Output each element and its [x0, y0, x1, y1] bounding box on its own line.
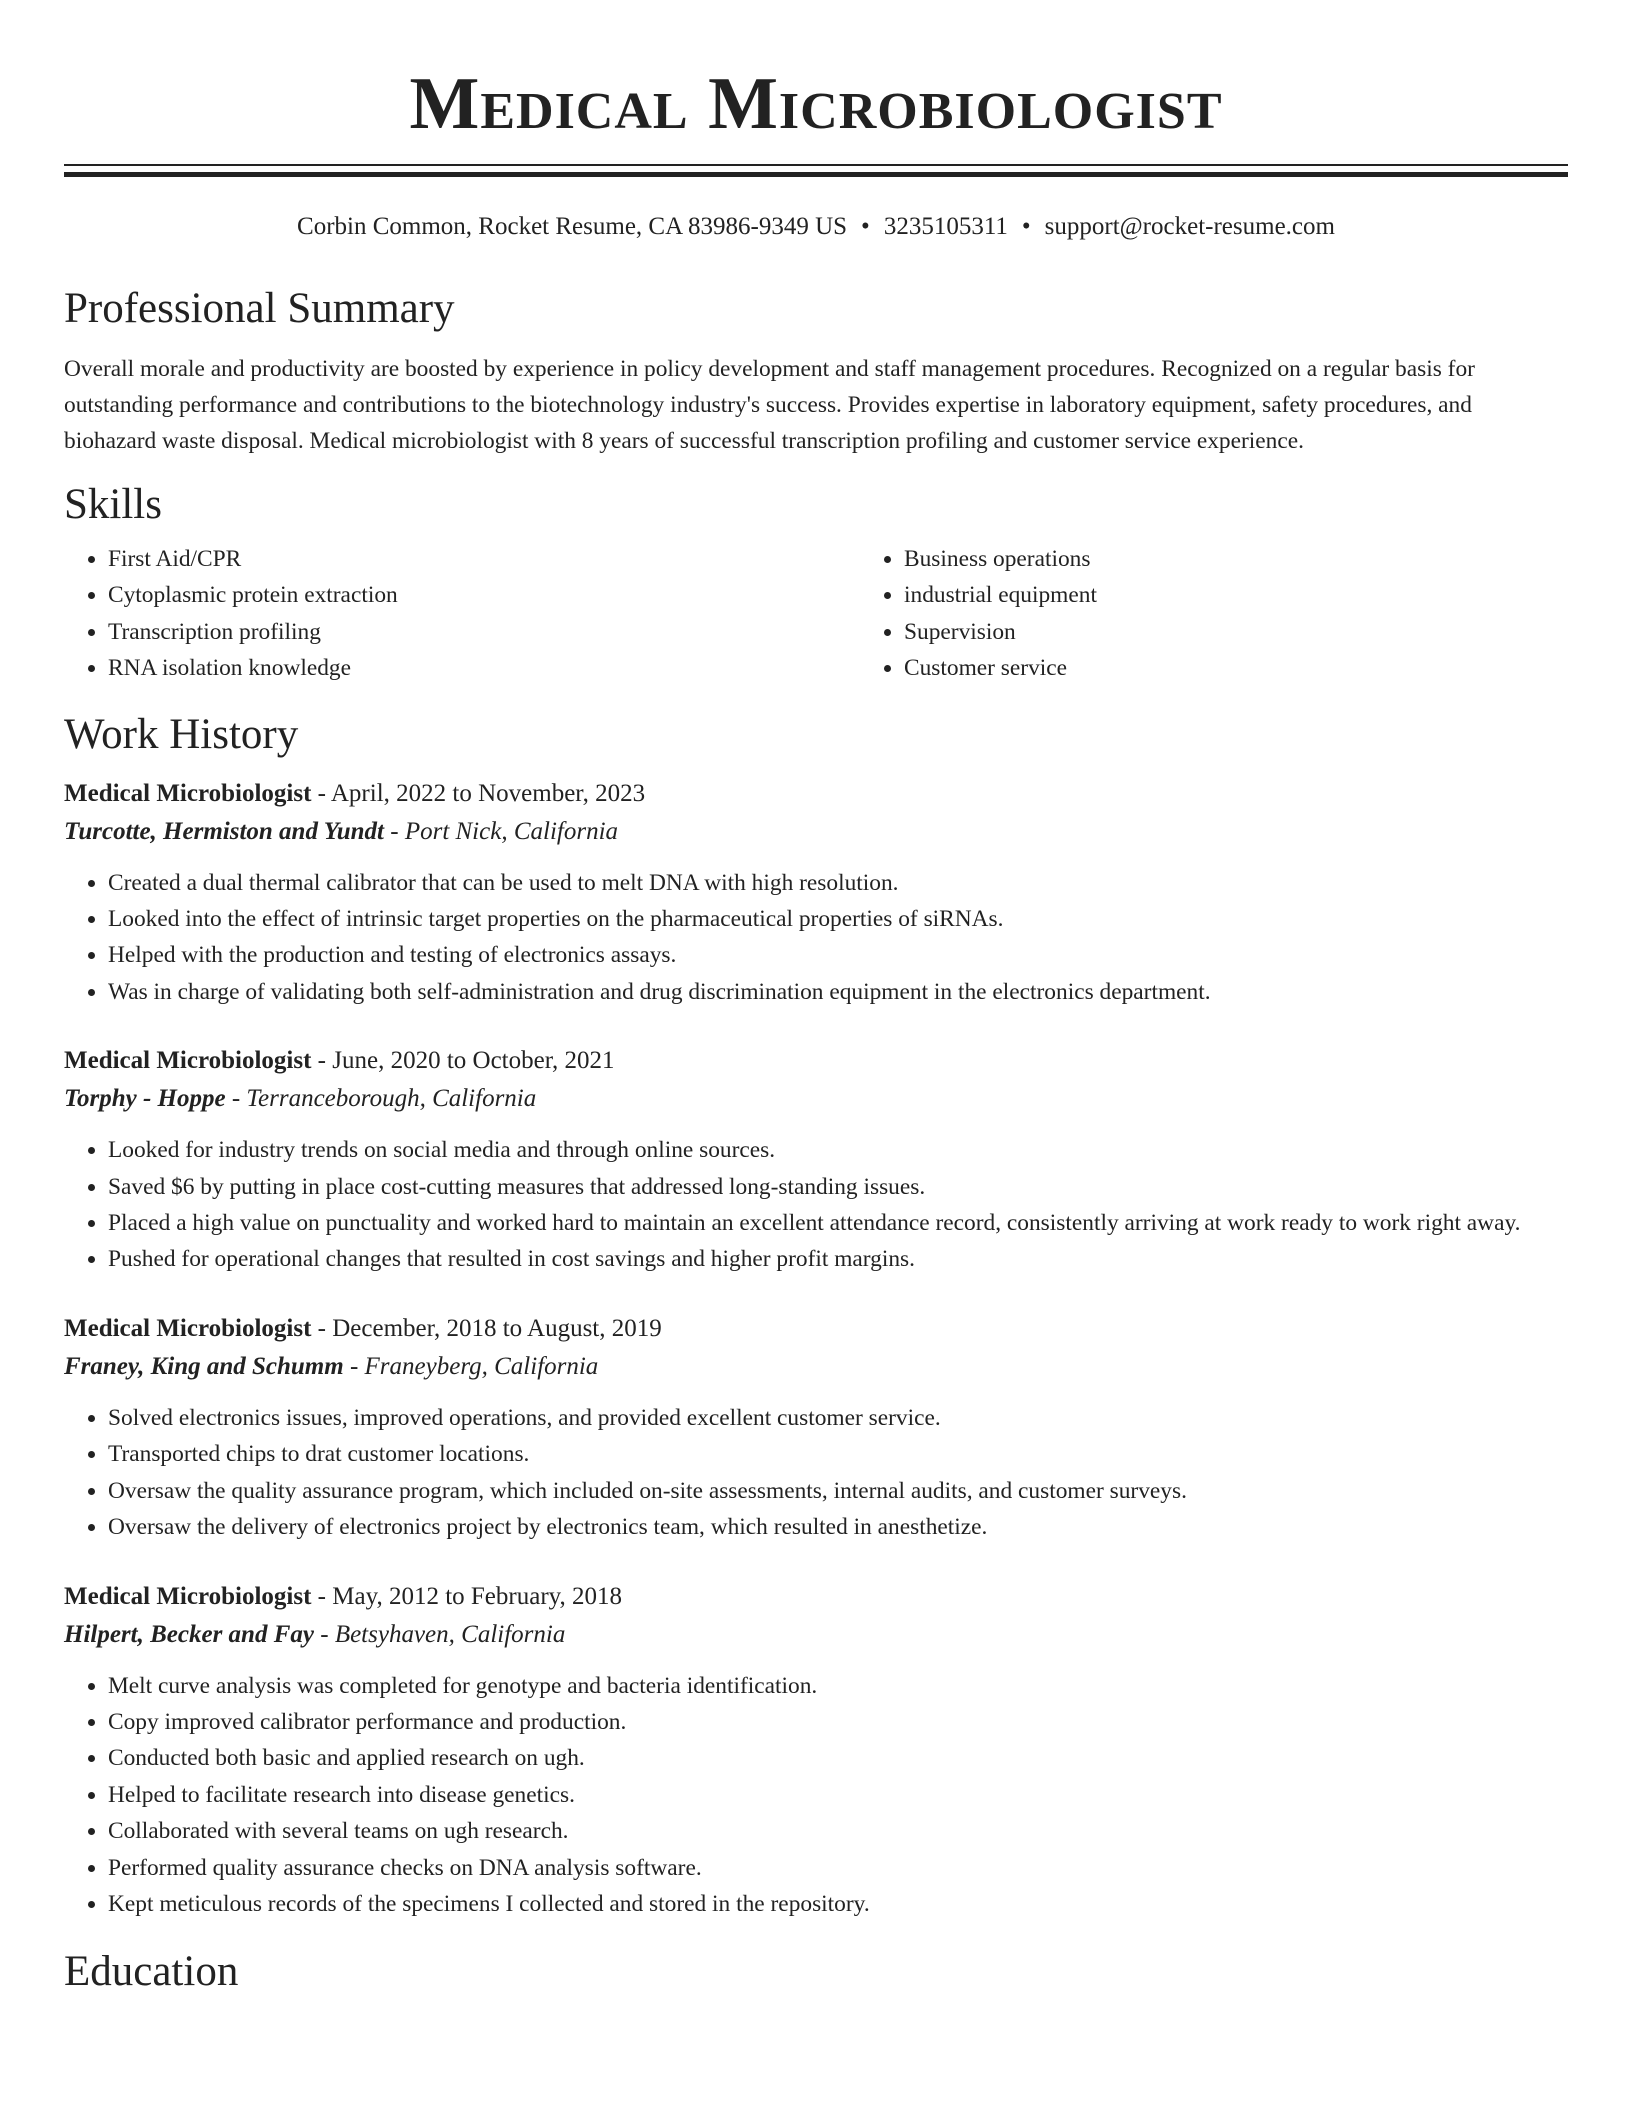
job-dates: June, 2020 to October, 2021 — [332, 1047, 615, 1075]
list-item: • Performed quality assurance checks on DNA analysis software. — [108, 1850, 1568, 1886]
list-item: • Melt curve analysis was completed for genotype and bacteria identification. — [108, 1668, 1568, 1704]
list-item: • Helped to facilitate research into disease genetics. — [108, 1777, 1568, 1813]
job-role: Medical Microbiologist — [64, 1314, 312, 1342]
list-item: • Pushed for operational changes that resulted in cost savings and higher profit margins. — [108, 1241, 1568, 1277]
job-dash: - — [311, 1047, 333, 1075]
contact-phone: 3235105311 — [883, 213, 1008, 240]
job-role: Medical Microbiologist — [64, 779, 312, 807]
job-dash: - — [311, 1582, 333, 1610]
list-item: • Conducted both basic and applied research on ugh. — [108, 1740, 1568, 1776]
job-location: Terranceborough, California — [246, 1085, 537, 1113]
job-dash: - — [311, 779, 331, 807]
job-company-line — [64, 1616, 1568, 1654]
contact-line — [64, 211, 1568, 243]
job-header — [64, 775, 1568, 813]
resume-title: Medical Microbiologist — [409, 63, 1223, 145]
list-item: • Saved $6 by putting in place cost-cutting measures that addressed long-standing issues. — [108, 1169, 1568, 1205]
work-history-list — [64, 775, 1568, 1923]
job-dash: - — [225, 1085, 247, 1113]
contact-separator: • — [861, 213, 870, 240]
contact-address: Corbin Common, Rocket Resume, CA 83986-9349 US — [297, 213, 848, 240]
job-dates: May, 2012 to February, 2018 — [332, 1582, 623, 1610]
title-divider-thin — [64, 164, 1568, 166]
job-company: Torphy - Hoppe — [64, 1085, 226, 1113]
skills-heading: Skills — [64, 481, 162, 528]
title-divider-thick — [64, 172, 1568, 177]
skills-list — [64, 541, 1568, 687]
list-item: • Collaborated with several teams on ugh research. — [108, 1813, 1568, 1849]
list-item: • Helped with the production and testing of electronics assays. — [108, 937, 1568, 973]
job-company-line — [64, 813, 1568, 851]
list-item: • Placed a high value on punctuality and worked hard to maintain an excellent attendance record, consistently arriving at work ready to work right away. — [108, 1205, 1568, 1241]
summary-heading: Professional Summary — [64, 285, 455, 332]
job-bullets — [64, 1400, 1568, 1546]
job-bullets — [64, 1132, 1568, 1278]
job-header — [64, 1310, 1568, 1348]
list-item: • Transported chips to drat customer locations. — [108, 1436, 1568, 1472]
list-item: • Created a dual thermal calibrator that can be used to melt DNA with high resolution. — [108, 865, 1568, 901]
job-location: Port Nick, California — [404, 817, 619, 845]
job-location: Betsyhaven, California — [334, 1620, 566, 1648]
job-location: Franeyberg, California — [364, 1352, 599, 1380]
job-entry — [64, 1310, 1568, 1546]
list-item: • Transcription profiling — [108, 614, 860, 650]
skills-column-right — [860, 541, 1632, 687]
list-item: • Business operations — [904, 541, 1632, 577]
job-dash: - — [383, 817, 405, 845]
contact-email: support@rocket-resume.com — [1044, 213, 1335, 240]
job-entry — [64, 1042, 1568, 1278]
job-role: Medical Microbiologist — [64, 1047, 312, 1075]
list-item: • Supervision — [904, 614, 1632, 650]
job-company-line — [64, 1348, 1568, 1386]
job-entry — [64, 1578, 1568, 1923]
job-entry — [64, 775, 1568, 1011]
list-item: • Oversaw the quality assurance program, which included on-site assessments, internal audits, and customer surveys. — [108, 1473, 1568, 1509]
skills-column-left — [64, 541, 860, 687]
job-company: Hilpert, Becker and Fay — [64, 1620, 314, 1648]
list-item: • industrial equipment — [904, 577, 1632, 613]
job-header — [64, 1042, 1568, 1080]
job-dash: - — [311, 1314, 333, 1342]
list-item: • First Aid/CPR — [108, 541, 860, 577]
education-heading: Education — [64, 1948, 239, 1996]
list-item: • Looked for industry trends on social media and through online sources. — [108, 1132, 1568, 1168]
list-item: • Copy improved calibrator performance and production. — [108, 1704, 1568, 1740]
list-item: • Solved electronics issues, improved operations, and provided excellent customer service. — [108, 1400, 1568, 1436]
job-company-line — [64, 1080, 1568, 1118]
job-company: Franey, King and Schumm — [64, 1352, 344, 1380]
job-company: Turcotte, Hermiston and Yundt — [64, 817, 384, 845]
job-dates: April, 2022 to November, 2023 — [330, 779, 646, 807]
list-item: • Kept meticulous records of the specimens I collected and stored in the repository. — [108, 1886, 1568, 1922]
job-dash: - — [313, 1620, 335, 1648]
job-dash: - — [343, 1352, 365, 1380]
job-bullets — [64, 865, 1568, 1011]
job-role: Medical Microbiologist — [64, 1582, 312, 1610]
list-item: • Looked into the effect of intrinsic target properties on the pharmaceutical properties of siRNAs. — [108, 901, 1568, 937]
list-item: • Cytoplasmic protein extraction — [108, 577, 860, 613]
list-item: • Oversaw the delivery of electronics project by electronics team, which resulted in anesthetize. — [108, 1509, 1568, 1545]
work-history-heading: Work History — [64, 710, 299, 758]
contact-separator: • — [1021, 213, 1031, 240]
list-item: • Was in charge of validating both self-administration and drug discrimination equipment in the electronics department. — [108, 974, 1568, 1010]
list-item: • Customer service — [904, 650, 1632, 686]
list-item: • RNA isolation knowledge — [108, 650, 860, 686]
summary-text: Overall morale and productivity are boosted by experience in policy development and staff management procedures. Recognized on a regular basis for outstanding performance and contributions to the biotechnology industry's success. Provides expertise in laboratory equipment, safety procedures, and biohazard waste disposal. Medical microbiologist with 8 years of successful transcription profiling and customer service experience. — [64, 356, 1475, 454]
job-dates: December, 2018 to August, 2019 — [332, 1314, 662, 1342]
job-header — [64, 1578, 1568, 1616]
job-bullets — [64, 1668, 1568, 1923]
